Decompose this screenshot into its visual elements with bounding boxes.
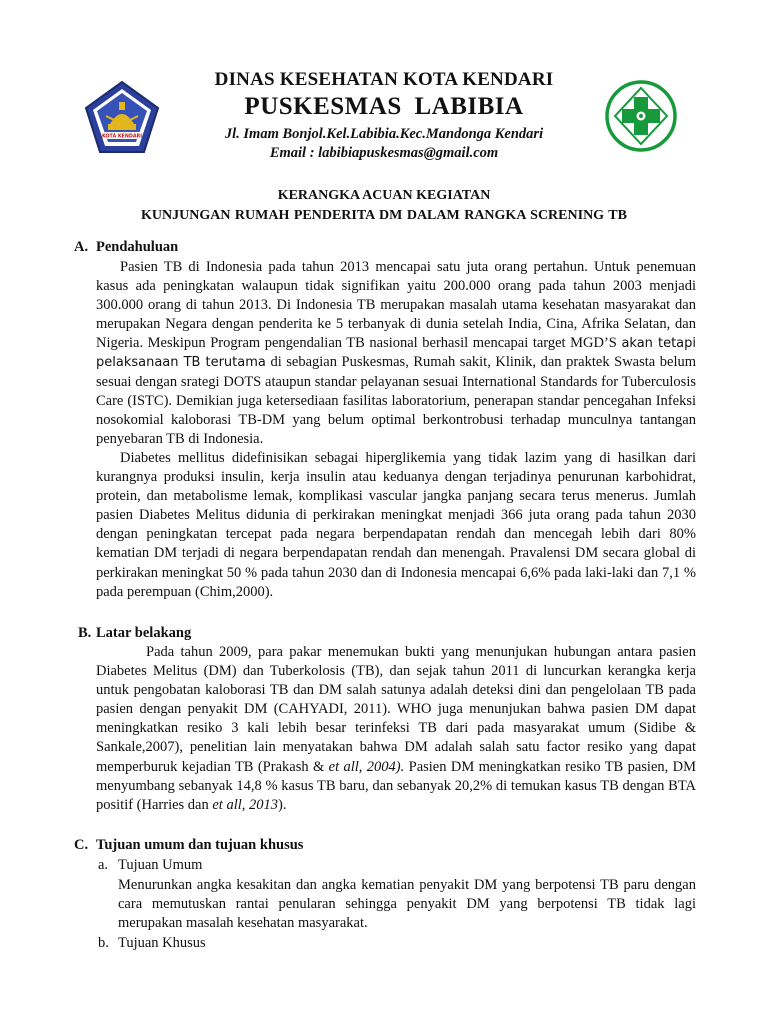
organization-name: DINAS KESEHATAN KOTA KENDARI [214,69,554,90]
section-c-heading [74,836,303,855]
section-a-paragraph-2: Diabetes mellitus didefinisikan sebagai hiperglikemia yang tidak lazim yang di hasilkan dari kurangnya produksi insulin, kerja insulin atau keduanya dengan terjadinya penurunan karbohidrat, protein, dan metabolisme lemak, komplikasi vascular jangka panjang secara terus menerus. Jumlah pasien Diabetes Melitus didunia di perkirakan meningkat menjadi 366 juta orang pada tahun 2030 dengan peningkatan tercepat pada negara berpendapatan rendah dan mencegah lebih dari 80% kematian DM terjadi di negara berpendapatan rendah dan menengah. Pravalensi DM secara global di perkirakan meningkat 50 % pada tahun 2030 dan di Indonesia mencapai 6,6% pada laki-laki dan 7,1 % pada perempuan (Chim,2000). [96,449,696,600]
section-a-letter: A. [74,239,89,255]
section-b-heading [78,624,191,643]
section-b-letter: B. [78,625,92,641]
sub-a-paragraph: Menurunkan angka kesakitan dan angka kematian penyakit DM yang berpotensi TB paru dengan cara memutuskan rantai penularan sehingga penyakit DM yang berpotensi TB tidak lagi merupakan masalah kesehatan masyarakat. [118,877,696,932]
document-title [60,186,708,226]
section-b-paragraph-1: Pada tahun 2009, para pakar menemukan bukti yang menunjukan hubungan antara pasien Diabetes Melitus (DM) dan Tuberkolosis (TB), dan sejak tahun 2011 di luncurkan kerangka kerja untuk pengobatan kaloborasi TB dan DM salah satunya adalah deteksi dini dan pengelolaan TB pada pasien dengan penyakit DM (CAHYADI, 2011). WHO juga menunjukan bahwa pasien DM dapat meningkatkan resiko 3 kali lebih besar terinfeksi TB dari pada masyarakat umum (Sidibe & Sankale,2007), penelitian lain menyatakan bahwa DM adalah salah satu factor resiko yang dapat memperburuk kejadian TB (Prakash & et all, 2004). Pasien DM meningkatkan resiko TB pasien, DM menyumbang sebanyak 14,8 % kasus TB baru, dan sebanyak 20,2% di temukan kasus TB dengan BTA positif (Harries dan et all, 2013). [96,644,697,813]
section-b-body [96,643,696,815]
address: Jl. Imam Bonjol.Kel.Labibia.Kec.Mandonga Kendari [224,126,544,142]
sub-b-heading: b. Tujuan Khusus [98,935,206,951]
email: Email : labibiapuskesmas@gmail.com [269,145,499,161]
letterhead [160,68,608,163]
puskesmas-cross-logo [603,78,679,154]
title-line-2: KUNJUNGAN RUMAH PENDERITA DM DALAM RANGKA SCRENING TB [140,208,627,223]
section-a-title: Pendahuluan [96,239,179,255]
logo-caption: KOTA KENDARI [101,134,143,140]
section-a-body [96,258,696,602]
unit-name: PUSKESMAS LABIBIA [244,93,524,120]
section-a-paragraph-1: Pasien TB di Indonesia pada tahun 2013 mencapai satu juta orang pertahun. Untuk penemuan kasus ada peningkatan walaupun tidak signifikan yaitu 200.000 orang pada tahun 2003 menjadi 300.000 orang di tahun 2013. Di Indonesia TB merupakan masalah utama kesehatan masyarakat dan merupakan Negara dengan penderita ke 5 terbanyak di dunia setelah India, Cina, Afrika Selatan, dan Nigeria. Meskipun Program pengendalian TB nasional berhasil mencapai target MGD’S akan tetapi pelaksanaan TB terutama di sebagian Puskesmas, Rumah sakit, Klinik, dan praktek Swasta belum sesuai dengan srategi DOTS ataupun standar pelayanan sesuai International Standards for Tuberculosis Care (ISTC). Demikian juga ketersediaan fasilitas laboratorium, penerapan standar pencegahan Infeksi nosokomial kaloborasi TB-DM yang belum optimal berkontrobusi terhadap munculnya tantangan penyebaran TB di Indonesia. [96,259,697,447]
section-b-title: Latar belakang [96,625,192,641]
kota-kendari-crest-logo [84,80,160,156]
title-line-1: KERANGKA ACUAN KEGIATAN [277,188,491,203]
mono-text-fragment: akan tetapi pelaksanaan TB terutama [96,336,696,371]
section-c-letter: C. [74,837,89,853]
section-c-title: Tujuan umum dan tujuan khusus [96,837,304,853]
sub-a-body [118,876,696,933]
section-a-heading [74,238,178,257]
sub-a-heading: a. Tujuan Umum [98,857,203,873]
